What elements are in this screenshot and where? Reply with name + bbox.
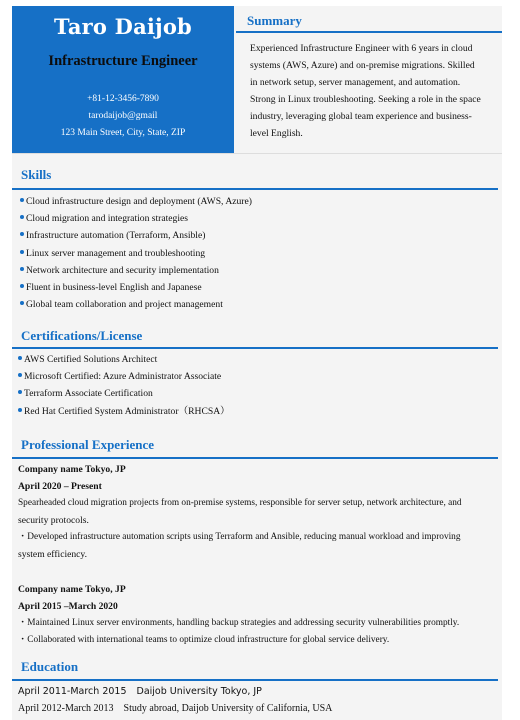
list-item: Cloud migration and integration strategies [20, 210, 500, 227]
skills-list [20, 193, 500, 313]
street-address: 123 Main Street, City, State, ZIP [60, 128, 186, 138]
summary-line: systems (AWS, Azure) and on-premise migrations. Skilled [250, 60, 475, 71]
bullet-icon [20, 215, 24, 219]
summary-line: Experienced Infrastructure Engineer with 6 years in cloud [250, 43, 473, 54]
bullet-icon [20, 301, 24, 305]
header-panel [12, 6, 234, 153]
certifications-heading: Certifications/License [21, 328, 143, 343]
job-period: April 2020 – Present [18, 481, 102, 492]
job-entry [18, 461, 498, 563]
bullet-icon [18, 373, 22, 377]
experience-heading: Professional Experience [21, 437, 154, 452]
bullet-icon [20, 284, 24, 288]
bullet-icon [20, 232, 24, 236]
resume-page [12, 6, 502, 720]
list-item: AWS Certified Solutions Architect [18, 351, 498, 368]
job-line: ・Collaborated with international teams to optimize cloud infrastructure for global service delivery. [18, 635, 390, 645]
certifications-list [18, 351, 498, 420]
job-period: April 2015 –March 2020 [18, 601, 118, 612]
education-rule [12, 679, 498, 681]
list-item: Terraform Associate Certification [18, 385, 498, 402]
job-line: system efficiency. [18, 549, 87, 560]
job-entry [18, 581, 498, 649]
summary-line: industry, leveraging global team experience and business- [250, 111, 472, 122]
bullet-icon [20, 267, 24, 271]
education-detail: Study abroad, Daijob University of California, USA [123, 703, 333, 714]
list-item: Global team collaboration and project management [20, 296, 500, 313]
education-list [18, 683, 498, 717]
education-dates: April 2012-March 2013 [18, 703, 114, 714]
summary-rule [236, 31, 502, 33]
list-item: Infrastructure automation (Terraform, Ansible) [20, 227, 500, 244]
education-dates: April 2011-March 2015 [18, 686, 127, 697]
list-item: Linux server management and troubleshooting [20, 245, 500, 262]
education-heading: Education [21, 659, 79, 674]
phone-number: +81-12-3456-7890 [87, 94, 159, 104]
job-company: Company name Tokyo, JP [18, 464, 126, 475]
bullet-icon [20, 198, 24, 202]
email-address: tarodaijob@gmail [88, 111, 158, 121]
job-line: Spearheaded cloud migration projects from on-premise systems, responsible for server setup, network architecture, and [18, 498, 462, 508]
certifications-rule [12, 347, 498, 349]
summary-line: Strong in Linux troubleshooting. Seeking a role in the space [250, 94, 481, 105]
list-item: Network architecture and security implementation [20, 262, 500, 279]
list-item: Fluent in business-level English and Japanese [20, 279, 500, 296]
list-item: Cloud infrastructure design and deployment (AWS, Azure) [20, 193, 500, 210]
skills-heading: Skills [21, 167, 52, 182]
bullet-icon [18, 356, 22, 360]
candidate-role: Infrastructure Engineer [48, 53, 198, 69]
bullet-icon [18, 390, 22, 394]
job-line: security protocols. [18, 515, 89, 526]
list-item: Microsoft Certified: Azure Administrator Associate [18, 368, 498, 385]
header-divider [12, 153, 502, 154]
list-item [18, 683, 498, 700]
job-company: Company name Tokyo, JP [18, 584, 126, 595]
job-line: ・Maintained Linux server environments, handling backup strategies and addressing security vulnerabilities promptly. [18, 618, 460, 628]
skills-rule [12, 188, 498, 190]
education-detail: Daijob University Tokyo, JP [136, 686, 262, 697]
job-line: ・Developed infrastructure automation scripts using Terraform and Ansible, reducing manual workload and improving [18, 532, 461, 542]
summary-line: in network setup, server management, and automation. [250, 77, 461, 88]
list-item: Red Hat Certified System Administrator（RHCSA） [18, 403, 498, 420]
summary-text [250, 40, 500, 142]
list-item [18, 700, 498, 717]
experience-rule [12, 457, 498, 459]
bullet-icon [18, 408, 22, 412]
summary-line: level English. [250, 128, 303, 139]
candidate-name: Taro Daijob [54, 14, 192, 39]
bullet-icon [20, 250, 24, 254]
summary-heading: Summary [247, 13, 302, 28]
